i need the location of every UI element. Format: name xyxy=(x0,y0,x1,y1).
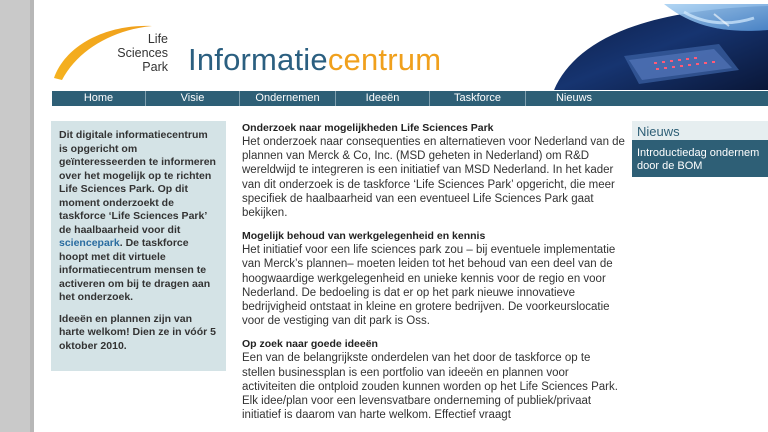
news-item-line-2: door de BOM xyxy=(637,160,703,172)
section-heading: Mogelijk behoud van werkgelegenheid en kennis xyxy=(242,230,486,243)
section-heading: Onderzoek naar mogelijkheden Life Sciences Park xyxy=(242,122,494,134)
logo-text[interactable] xyxy=(112,32,168,74)
content-section xyxy=(242,337,626,422)
news-title: Nieuws xyxy=(632,121,768,142)
section-body: Het onderzoek naar consequenties en alternatieven voor Nederland van de plannen van Merck & Co, Inc. (MSD geheten in Nederland) om R&D wereldwijd te integreren is een initiatief van MSD Nederland. In het kader van dit onderzoek is de taskforce ‘Life Sciences Park’ opgericht, die meer specifiek de haalbaarheid van een eventueel Life Sciences Park gaat bekijken. xyxy=(242,136,625,220)
logo-line-2: Sciences xyxy=(117,46,168,60)
sidebar-paragraph-1 xyxy=(59,129,218,305)
sciencepark-link[interactable]: sciencepark xyxy=(59,237,120,249)
sidebar-paragraph-2: Ideeën en plannen zijn van harte welkom! Dien ze in vóór 5 oktober 2010. xyxy=(59,312,216,352)
main-content xyxy=(242,121,626,431)
sidebar-info xyxy=(51,121,226,371)
site-title-part-1: Informatie xyxy=(188,42,328,77)
content-section xyxy=(242,229,626,328)
nav-item-ideeen[interactable]: Ideeën xyxy=(336,91,430,106)
logo-line-1: Life xyxy=(147,32,168,46)
header-photo xyxy=(514,4,768,90)
logo-line-3: Park xyxy=(142,60,168,74)
news-panel xyxy=(632,121,768,177)
sidebar-text-1c: De taskforce hoopt met dit virtuele informatiecentrum mensen te activeren om bij te dragen aan het onderzoek. xyxy=(59,237,211,303)
content-section xyxy=(242,121,626,220)
nav-item-nieuws[interactable]: Nieuws xyxy=(555,92,593,104)
nav-item-visie[interactable]: Visie xyxy=(146,91,240,106)
nav-item-ondernemen[interactable]: Ondernemen xyxy=(240,91,336,106)
section-body: Een van de belangrijkste onderdelen van het door de taskforce op te stellen businessplan is een portfolio van ideeën en plannen voor activiteiten die ontploid zouden kunnen worden op het Life Sciences Park. Elk idee/plan voor een levensvatbare onderneming of publiek/privaat initiatief is daarom van harte welkom. Effectief vraagt xyxy=(242,352,618,422)
news-item[interactable] xyxy=(632,142,768,177)
nav-item-home[interactable]: Home xyxy=(52,91,146,106)
header xyxy=(34,4,768,90)
site-title xyxy=(188,42,441,78)
page xyxy=(34,0,768,432)
sidebar-text-1: Dit digitale informatiecentrum is opgericht om geïnteresseerden te informeren over het mogelijk op te richten Life Sciences Park. Op dit moment onderzoekt de taskforce ‘Life Sciences Park’ de haalbaarheid voor dit xyxy=(59,129,216,236)
sidebar-text-1b: . xyxy=(119,237,123,249)
news-item-line-1: Introductiedag ondernem xyxy=(637,147,760,159)
nav-item-taskforce[interactable]: Taskforce xyxy=(430,91,526,106)
section-body: Het initiatief voor een life sciences park zou – bij eventuele implementatie van Merck’s plannen– moeten leiden tot het behoud van een deel van de hoogwaardige werkgelegenheid en unieke kennis voor de regio en voor Nederland. De bedoeling is dat er op het park nieuwe innovatieve bedrijvigheid ontstaat in kleine en grotere bedrijven. De voorkeurslocatie voor de vestiging van dit park is Oss. xyxy=(242,244,616,328)
site-title-part-2: centrum xyxy=(327,42,442,77)
section-heading: Op zoek naar goede ideeën xyxy=(242,338,378,351)
main-nav xyxy=(52,91,768,106)
